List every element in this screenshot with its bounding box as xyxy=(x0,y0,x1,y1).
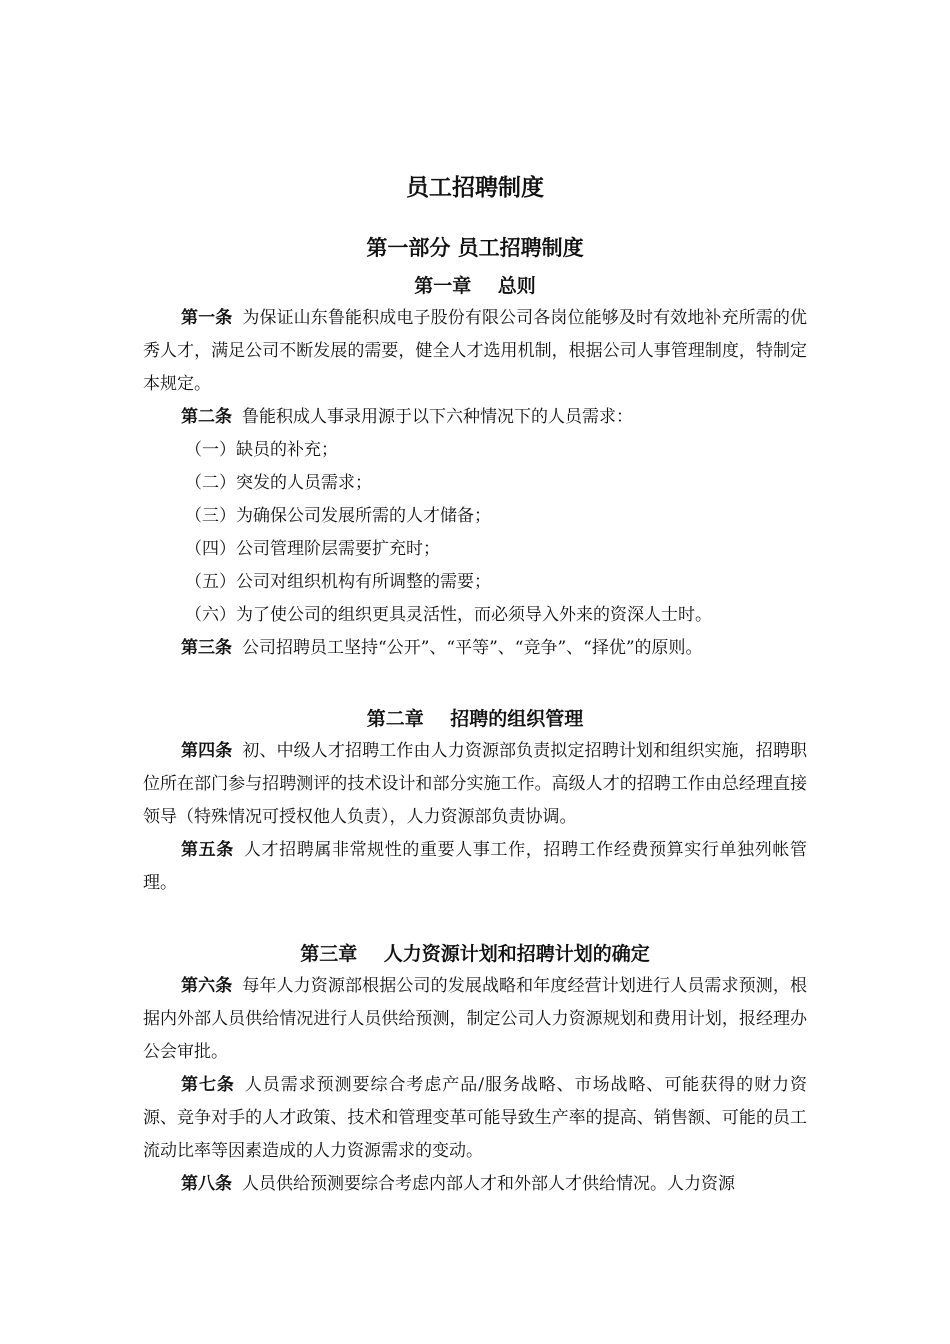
article-label: 第七条 xyxy=(181,1075,235,1095)
list-item: （一）缺员的补充； xyxy=(185,440,338,460)
document-body xyxy=(143,168,807,1201)
document-title: 员工招聘制度 xyxy=(406,175,544,201)
article-5 xyxy=(143,834,807,900)
list-item: （四）公司管理阶层需要扩充时； xyxy=(185,539,440,559)
list-item: （五）公司对组织机构有所调整的需要； xyxy=(185,572,491,592)
list-item: （六）为了使公司的组织更具灵活性，而必须导入外来的资深人士时。 xyxy=(185,605,712,625)
chapter-title-2: 第二章 招聘的组织管理 xyxy=(366,708,584,730)
article-label: 第六条 xyxy=(181,976,233,996)
article-text: 公司招聘员工坚持“公开”、“平等”、“竞争”、“择优”的原则。 xyxy=(242,638,703,658)
article-2 xyxy=(143,401,807,434)
part-title: 第一部分 员工招聘制度 xyxy=(366,236,584,260)
article-label: 第一条 xyxy=(181,308,233,328)
article-text: 人员供给预测要综合考虑内部人才和外部人才供给情况。人力资源 xyxy=(242,1174,735,1194)
article-label: 第五条 xyxy=(181,840,234,860)
article-text: 每年人力资源部根据公司的发展战略和年度经营计划进行人员需求预测，根据内外部人员供给情况进行人员供给预测，制定公司人力资源规划和费用计划，报经理办公会审批。 xyxy=(143,976,807,1062)
article-text: 鲁能积成人事录用源于以下六种情况下的人员需求： xyxy=(242,407,633,427)
article-text: 初、中级人才招聘工作由人力资源部负责拟定招聘计划和组织实施，招聘职位所在部门参与招聘测评的技术设计和部分实施工作。高级人才的招聘工作由总经理直接领导（特殊情况可授权他人负责），人力资源部负责协调。 xyxy=(143,741,807,827)
article-7 xyxy=(143,1069,807,1168)
chapter-title-1: 第一章 总则 xyxy=(414,275,536,297)
article-label: 第四条 xyxy=(181,741,233,761)
list-item: （二）突发的人员需求； xyxy=(185,473,372,493)
article-text: 人才招聘属非常规性的重要人事工作，招聘工作经费预算实行单独列帐管理。 xyxy=(143,840,808,893)
article-label: 第三条 xyxy=(181,638,232,658)
article-8 xyxy=(143,1168,807,1201)
article-text: 人员需求预测要综合考虑产品/服务战略、市场战略、可能获得的财力资源、竞争对手的人才政策、技术和管理变革可能导致生产率的提高、销售额、可能的员工流动比率等因素造成的人力资源需求的变动。 xyxy=(143,1075,808,1161)
chapter-title-3: 第三章 人力资源计划和招聘计划的确定 xyxy=(300,943,650,965)
article-1 xyxy=(143,302,807,401)
article-text: 为保证山东鲁能积成电子股份有限公司各岗位能够及时有效地补充所需的优秀人才，满足公司不断发展的需要，健全人才选用机制，根据公司人事管理制度，特制定本规定。 xyxy=(143,308,807,394)
article-label: 第八条 xyxy=(181,1174,232,1194)
list-item: （三）为确保公司发展所需的人才储备； xyxy=(185,506,491,526)
article-4 xyxy=(143,735,807,834)
article-label: 第二条 xyxy=(181,407,232,427)
article-6 xyxy=(143,970,807,1069)
article-3 xyxy=(143,632,807,665)
